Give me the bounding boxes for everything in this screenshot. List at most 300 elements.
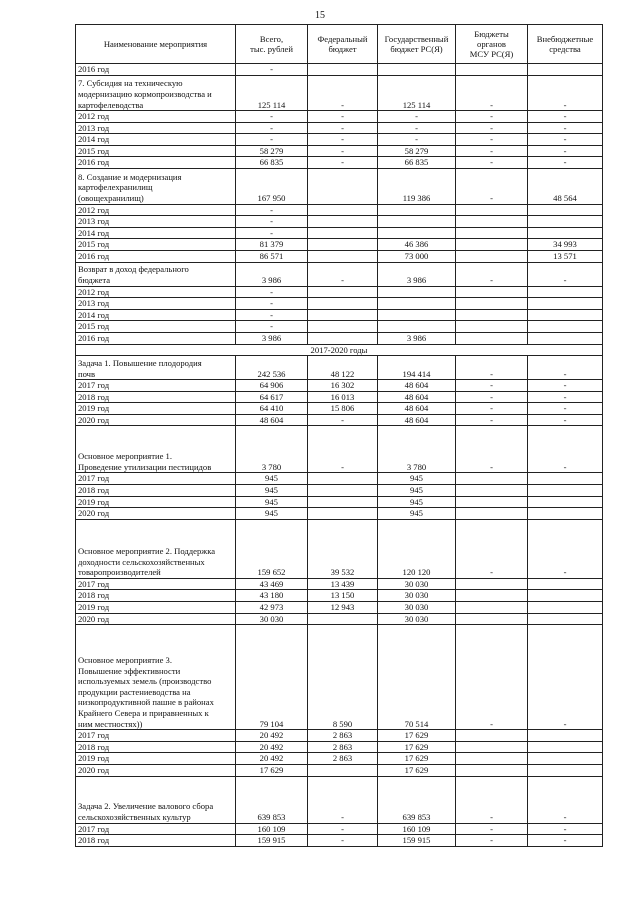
year-row [76, 403, 603, 415]
cell-federal: 48 122 [308, 356, 378, 380]
row-label: 2017 год [76, 473, 236, 485]
cell-extrabudgetary [528, 227, 603, 239]
year-row [76, 321, 603, 333]
cell-state: 48 604 [378, 391, 456, 403]
cell-extrabudgetary [528, 321, 603, 333]
row-label: 2017 год [76, 380, 236, 392]
row-label: 2018 год [76, 590, 236, 602]
cell-municipal [456, 204, 528, 216]
header-state-budget: Государственный бюджет РС(Я) [378, 25, 456, 64]
cell-extrabudgetary: - [528, 356, 603, 380]
cell-extrabudgetary: - [528, 835, 603, 847]
cell-extrabudgetary: - [528, 262, 603, 286]
cell-federal: 8 590 [308, 625, 378, 730]
row-label: 2016 год [76, 157, 236, 169]
cell-extrabudgetary [528, 485, 603, 497]
year-row [76, 309, 603, 321]
cell-municipal: - [456, 823, 528, 835]
header-municipal-budget: Бюджеты органов МСУ РС(Я) [456, 25, 528, 64]
cell-total: 81 379 [236, 239, 308, 251]
year-row [76, 485, 603, 497]
cell-state: 125 114 [378, 75, 456, 111]
year-row [76, 473, 603, 485]
cell-state: 945 [378, 496, 456, 508]
year-row [76, 496, 603, 508]
year-row [76, 145, 603, 157]
cell-state: 945 [378, 485, 456, 497]
cell-federal: - [308, 75, 378, 111]
cell-extrabudgetary [528, 332, 603, 344]
cell-total: 159 652 [236, 519, 308, 578]
year-row [76, 64, 603, 76]
cell-federal [308, 508, 378, 520]
table-header-row [76, 25, 603, 64]
cell-municipal: - [456, 111, 528, 123]
year-row [76, 590, 603, 602]
cell-state: 17 629 [378, 730, 456, 742]
cell-total: 242 536 [236, 356, 308, 380]
cell-municipal [456, 216, 528, 228]
cell-municipal [456, 496, 528, 508]
cell-extrabudgetary: - [528, 157, 603, 169]
cell-federal [308, 169, 378, 205]
row-label: 2020 год [76, 414, 236, 426]
cell-extrabudgetary: - [528, 111, 603, 123]
cell-state: 194 414 [378, 356, 456, 380]
cell-federal: - [308, 776, 378, 823]
row-label: 2018 год [76, 485, 236, 497]
cell-total: - [236, 111, 308, 123]
cell-federal: 13 439 [308, 578, 378, 590]
page-number: 15 [315, 10, 325, 21]
cell-federal [308, 204, 378, 216]
cell-federal [308, 309, 378, 321]
cell-state [378, 227, 456, 239]
activity-row [76, 625, 603, 730]
row-label: 2019 год [76, 602, 236, 614]
cell-extrabudgetary [528, 286, 603, 298]
cell-federal [308, 250, 378, 262]
cell-total: 64 617 [236, 391, 308, 403]
cell-total: 3 986 [236, 332, 308, 344]
cell-total: 79 104 [236, 625, 308, 730]
cell-municipal [456, 485, 528, 497]
cell-state: 639 853 [378, 776, 456, 823]
row-label: Основное мероприятие 3. Повышение эффективности используемых земель (производство продукции растениеводства на низкопродуктивной пашне в районах Крайнего Севера и приравненных к ним местностях)) [76, 625, 236, 730]
activity-row [76, 776, 603, 823]
cell-federal: - [308, 414, 378, 426]
cell-state: 48 604 [378, 414, 456, 426]
cell-extrabudgetary [528, 741, 603, 753]
cell-state: 66 835 [378, 157, 456, 169]
cell-federal [308, 321, 378, 333]
cell-extrabudgetary [528, 298, 603, 310]
cell-total: 945 [236, 508, 308, 520]
cell-municipal: - [456, 380, 528, 392]
cell-extrabudgetary [528, 508, 603, 520]
cell-state: 48 604 [378, 380, 456, 392]
cell-state: 73 000 [378, 250, 456, 262]
activity-row [76, 426, 603, 473]
cell-federal: - [308, 262, 378, 286]
year-row [76, 414, 603, 426]
cell-municipal: - [456, 391, 528, 403]
row-label: 2012 год [76, 286, 236, 298]
cell-state: 945 [378, 508, 456, 520]
cell-state: - [378, 122, 456, 134]
cell-federal [308, 496, 378, 508]
row-label: 2016 год [76, 250, 236, 262]
cell-municipal [456, 602, 528, 614]
cell-total: 43 180 [236, 590, 308, 602]
budget-table [75, 24, 603, 847]
row-label: 7. Субсидия на техническую модернизацию кормопроизводства и картофелеводства [76, 75, 236, 111]
row-label: 2019 год [76, 403, 236, 415]
year-row [76, 122, 603, 134]
year-row [76, 239, 603, 251]
year-row [76, 250, 603, 262]
cell-total: 167 950 [236, 169, 308, 205]
year-row [76, 613, 603, 625]
cell-municipal [456, 286, 528, 298]
cell-federal [308, 216, 378, 228]
year-row [76, 216, 603, 228]
cell-state: 17 629 [378, 741, 456, 753]
cell-state: 3 986 [378, 262, 456, 286]
cell-total: 945 [236, 496, 308, 508]
cell-extrabudgetary: - [528, 145, 603, 157]
cell-federal [308, 64, 378, 76]
cell-extrabudgetary: - [528, 625, 603, 730]
cell-municipal [456, 227, 528, 239]
cell-federal [308, 613, 378, 625]
cell-municipal: - [456, 134, 528, 146]
cell-state [378, 298, 456, 310]
cell-total: 945 [236, 485, 308, 497]
cell-state [378, 286, 456, 298]
cell-total: 639 853 [236, 776, 308, 823]
cell-state: 17 629 [378, 765, 456, 777]
header-extrabudgetary: Внебюджетные средства [528, 25, 603, 64]
cell-state: - [378, 134, 456, 146]
row-label: 2015 год [76, 239, 236, 251]
row-label: 8. Создание и модернизация картофелехранилищ (овощехранилищ) [76, 169, 236, 205]
cell-extrabudgetary: - [528, 519, 603, 578]
year-row [76, 332, 603, 344]
cell-federal: - [308, 823, 378, 835]
cell-municipal [456, 298, 528, 310]
cell-state: 17 629 [378, 753, 456, 765]
row-label: 2014 год [76, 134, 236, 146]
cell-extrabudgetary: - [528, 391, 603, 403]
cell-total: 125 114 [236, 75, 308, 111]
cell-federal [308, 286, 378, 298]
cell-municipal [456, 508, 528, 520]
year-row [76, 204, 603, 216]
cell-municipal: - [456, 426, 528, 473]
year-row [76, 823, 603, 835]
row-label: Задача 2. Увеличение валового сбора сельскохозяйственных культур [76, 776, 236, 823]
cell-federal: - [308, 426, 378, 473]
activity-row [76, 169, 603, 205]
activity-row [76, 519, 603, 578]
cell-total: - [236, 321, 308, 333]
activity-row [76, 75, 603, 111]
cell-state: 30 030 [378, 602, 456, 614]
cell-extrabudgetary: - [528, 75, 603, 111]
cell-total: 58 279 [236, 145, 308, 157]
cell-total: 3 986 [236, 262, 308, 286]
cell-federal: 12 943 [308, 602, 378, 614]
cell-total: - [236, 227, 308, 239]
cell-municipal: - [456, 776, 528, 823]
header-total: Всего, тыс. рублей [236, 25, 308, 64]
row-label: 2020 год [76, 508, 236, 520]
row-label: 2014 год [76, 309, 236, 321]
cell-municipal: - [456, 122, 528, 134]
cell-municipal [456, 741, 528, 753]
year-row [76, 134, 603, 146]
cell-federal [308, 473, 378, 485]
cell-total: 48 604 [236, 414, 308, 426]
row-label: 2018 год [76, 835, 236, 847]
year-row [76, 111, 603, 123]
cell-extrabudgetary: - [528, 122, 603, 134]
row-label: 2020 год [76, 613, 236, 625]
cell-state: 58 279 [378, 145, 456, 157]
cell-state: 30 030 [378, 590, 456, 602]
cell-extrabudgetary [528, 730, 603, 742]
activity-row [76, 356, 603, 380]
row-label: 2018 год [76, 391, 236, 403]
cell-state: 30 030 [378, 613, 456, 625]
year-row [76, 578, 603, 590]
cell-state [378, 309, 456, 321]
year-row [76, 286, 603, 298]
header-federal-budget: Федеральный бюджет [308, 25, 378, 64]
cell-state: 3 986 [378, 332, 456, 344]
cell-federal: 2 863 [308, 730, 378, 742]
cell-federal: - [308, 111, 378, 123]
cell-federal: 16 302 [308, 380, 378, 392]
cell-municipal [456, 753, 528, 765]
cell-state: 160 109 [378, 823, 456, 835]
cell-total: 17 629 [236, 765, 308, 777]
cell-state: 119 386 [378, 169, 456, 205]
cell-extrabudgetary [528, 216, 603, 228]
year-row [76, 741, 603, 753]
row-label: 2013 год [76, 122, 236, 134]
cell-state: 48 604 [378, 403, 456, 415]
cell-federal [308, 239, 378, 251]
year-row [76, 508, 603, 520]
row-label: 2012 год [76, 111, 236, 123]
cell-extrabudgetary [528, 309, 603, 321]
cell-total: 30 030 [236, 613, 308, 625]
cell-state: 159 915 [378, 835, 456, 847]
cell-extrabudgetary [528, 613, 603, 625]
cell-total: 159 915 [236, 835, 308, 847]
cell-municipal [456, 239, 528, 251]
row-label: 2014 год [76, 227, 236, 239]
cell-municipal [456, 613, 528, 625]
cell-extrabudgetary [528, 765, 603, 777]
cell-extrabudgetary [528, 496, 603, 508]
row-label: Основное мероприятие 1. Проведение утилизации пестицидов [76, 426, 236, 473]
cell-extrabudgetary: 48 564 [528, 169, 603, 205]
cell-total: 64 410 [236, 403, 308, 415]
cell-federal [308, 227, 378, 239]
row-label: 2016 год [76, 332, 236, 344]
cell-total: 3 780 [236, 426, 308, 473]
cell-municipal: - [456, 262, 528, 286]
cell-federal [308, 298, 378, 310]
row-label: 2018 год [76, 741, 236, 753]
cell-extrabudgetary [528, 753, 603, 765]
year-row [76, 157, 603, 169]
cell-total: - [236, 122, 308, 134]
cell-extrabudgetary: - [528, 414, 603, 426]
cell-federal: - [308, 122, 378, 134]
cell-federal: - [308, 157, 378, 169]
cell-state [378, 204, 456, 216]
year-row [76, 380, 603, 392]
cell-municipal: - [456, 835, 528, 847]
cell-municipal: - [456, 169, 528, 205]
cell-extrabudgetary [528, 204, 603, 216]
cell-state: 945 [378, 473, 456, 485]
row-label: 2020 год [76, 765, 236, 777]
row-label: 2017 год [76, 578, 236, 590]
cell-total: - [236, 298, 308, 310]
cell-municipal: - [456, 625, 528, 730]
section-row [76, 344, 603, 356]
cell-federal: 2 863 [308, 741, 378, 753]
cell-extrabudgetary [528, 473, 603, 485]
cell-federal [308, 765, 378, 777]
year-row [76, 765, 603, 777]
cell-municipal [456, 590, 528, 602]
row-label: 2016 год [76, 64, 236, 76]
cell-state: 30 030 [378, 578, 456, 590]
year-row [76, 835, 603, 847]
cell-total: - [236, 286, 308, 298]
header-activity-name: Наименование мероприятия [76, 25, 236, 64]
row-label: Задача 1. Повышение плодородия почв [76, 356, 236, 380]
cell-municipal [456, 250, 528, 262]
cell-total: 945 [236, 473, 308, 485]
row-label: 2019 год [76, 753, 236, 765]
table-body [76, 64, 603, 847]
cell-extrabudgetary [528, 590, 603, 602]
cell-total: 86 571 [236, 250, 308, 262]
row-label: 2015 год [76, 145, 236, 157]
row-label: 2017 год [76, 823, 236, 835]
cell-municipal [456, 309, 528, 321]
cell-state: 70 514 [378, 625, 456, 730]
cell-extrabudgetary: 34 993 [528, 239, 603, 251]
cell-total: - [236, 134, 308, 146]
cell-federal: - [308, 835, 378, 847]
row-label: 2013 год [76, 216, 236, 228]
cell-municipal [456, 765, 528, 777]
cell-federal: 2 863 [308, 753, 378, 765]
cell-extrabudgetary: - [528, 380, 603, 392]
cell-municipal [456, 578, 528, 590]
cell-state: - [378, 111, 456, 123]
cell-total: 20 492 [236, 753, 308, 765]
activity-row [76, 262, 603, 286]
cell-total: 20 492 [236, 730, 308, 742]
year-row [76, 391, 603, 403]
row-label: Основное мероприятие 2. Поддержка доходности сельскохозяйственных товаропроизводителей [76, 519, 236, 578]
cell-state: 120 120 [378, 519, 456, 578]
cell-extrabudgetary [528, 578, 603, 590]
cell-state [378, 321, 456, 333]
cell-federal: 13 150 [308, 590, 378, 602]
cell-federal: - [308, 145, 378, 157]
cell-extrabudgetary [528, 64, 603, 76]
year-row [76, 753, 603, 765]
cell-total: - [236, 64, 308, 76]
cell-municipal [456, 332, 528, 344]
cell-federal: 15 806 [308, 403, 378, 415]
row-label: 2015 год [76, 321, 236, 333]
cell-federal: - [308, 134, 378, 146]
cell-extrabudgetary: - [528, 776, 603, 823]
cell-federal [308, 332, 378, 344]
cell-extrabudgetary [528, 602, 603, 614]
cell-municipal: - [456, 414, 528, 426]
cell-total: 43 469 [236, 578, 308, 590]
cell-total: 64 906 [236, 380, 308, 392]
cell-municipal: - [456, 75, 528, 111]
cell-total: 66 835 [236, 157, 308, 169]
cell-federal [308, 485, 378, 497]
cell-municipal: - [456, 403, 528, 415]
year-row [76, 227, 603, 239]
cell-total: - [236, 216, 308, 228]
cell-federal: 16 013 [308, 391, 378, 403]
cell-state [378, 216, 456, 228]
cell-municipal [456, 321, 528, 333]
row-label: Возврат в доход федерального бюджета [76, 262, 236, 286]
cell-municipal: - [456, 519, 528, 578]
row-label: 2017 год [76, 730, 236, 742]
row-label: 2012 год [76, 204, 236, 216]
cell-municipal: - [456, 145, 528, 157]
cell-state: 3 780 [378, 426, 456, 473]
cell-municipal [456, 730, 528, 742]
cell-extrabudgetary: - [528, 134, 603, 146]
cell-total: 20 492 [236, 741, 308, 753]
cell-total: 42 973 [236, 602, 308, 614]
cell-municipal: - [456, 157, 528, 169]
year-row [76, 298, 603, 310]
cell-total: - [236, 204, 308, 216]
cell-state: 46 386 [378, 239, 456, 251]
cell-municipal [456, 473, 528, 485]
year-row [76, 602, 603, 614]
row-label: 2013 год [76, 298, 236, 310]
cell-state [378, 64, 456, 76]
cell-extrabudgetary: - [528, 823, 603, 835]
cell-municipal: - [456, 356, 528, 380]
cell-municipal [456, 64, 528, 76]
year-row [76, 730, 603, 742]
cell-extrabudgetary: - [528, 403, 603, 415]
section-label: 2017-2020 годы [76, 344, 603, 356]
